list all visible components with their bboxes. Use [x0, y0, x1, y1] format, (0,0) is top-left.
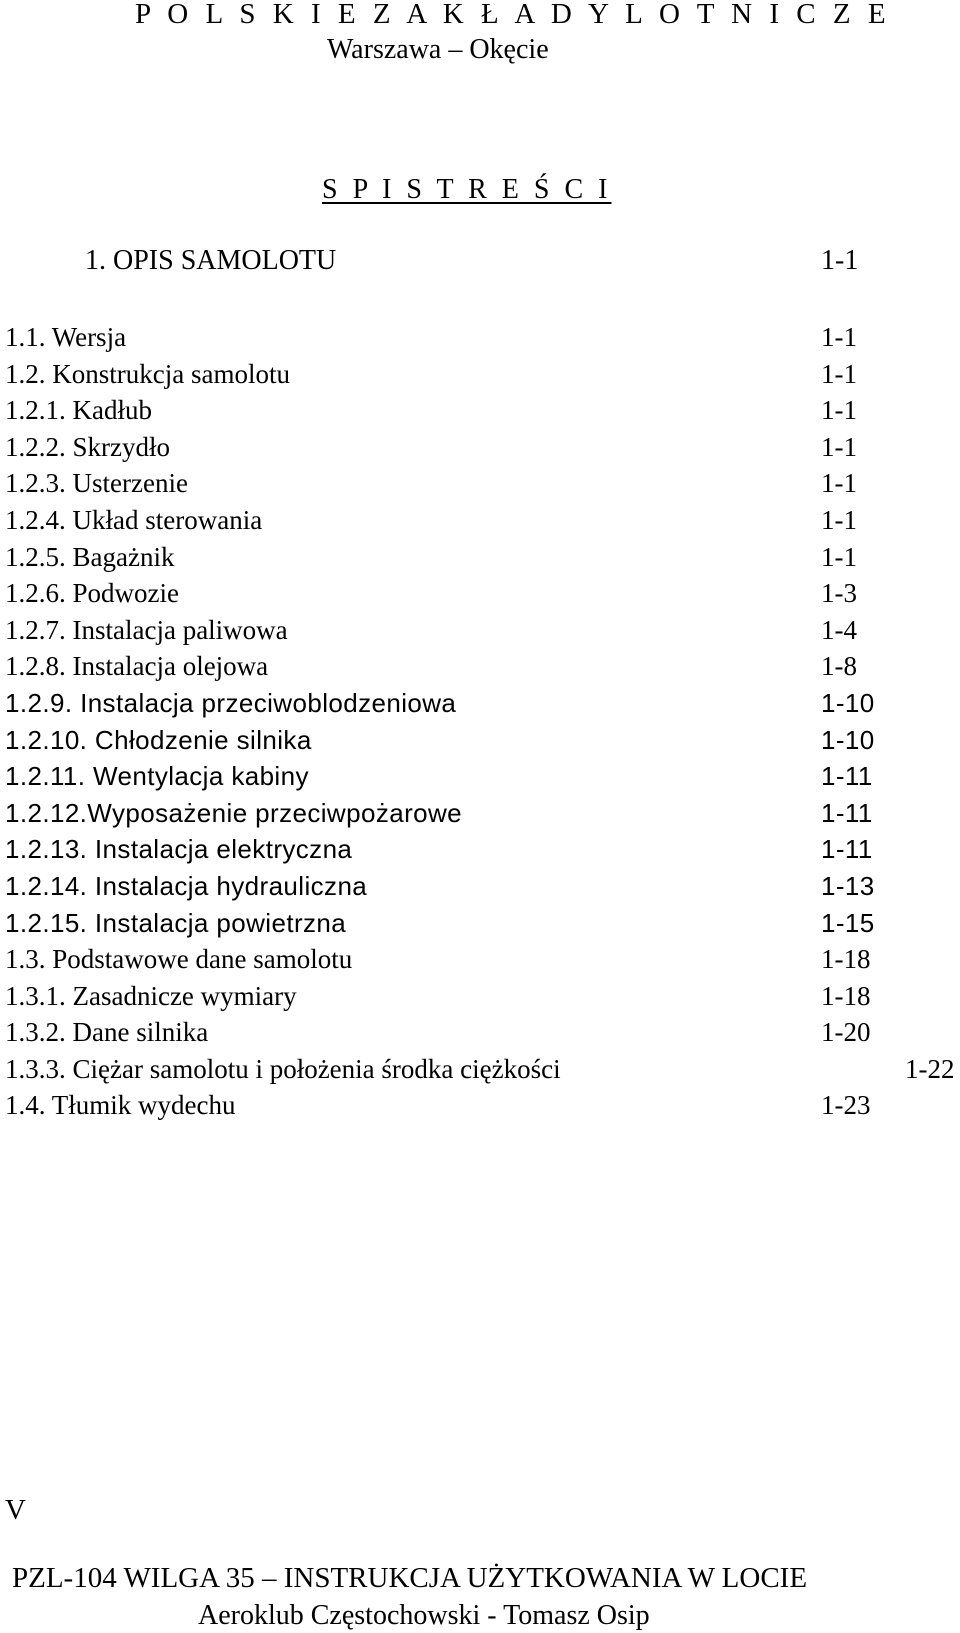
toc-entry-label: 1.2.13. Instalacja elektryczna [5, 834, 353, 865]
toc-entry-label: 1.2.2. Skrzydło [5, 431, 170, 462]
toc-entry-label: 1.2.6. Podwozie [5, 578, 179, 609]
toc-entry-page: 1-20 [821, 1017, 871, 1048]
toc-entry [0, 359, 960, 396]
toc-entry-page: 1-1 [821, 395, 857, 426]
toc-entry-page: 1-10 [821, 687, 875, 718]
toc-entry-page: 1-18 [821, 980, 871, 1011]
toc-entry-label: 1.2.7. Instalacja paliwowa [5, 614, 288, 645]
toc-entry-label: 1.2.11. Wentylacja kabiny [5, 761, 309, 792]
toc-entry [0, 798, 960, 835]
toc-entry-label: 1.3.1. Zasadnicze wymiary [5, 980, 297, 1011]
toc-entry-label: 1.3. Podstawowe dane samolotu [5, 944, 353, 975]
toc-entry-label: 1.3.3. Ciężar samolotu i położenia środka ciężkości [5, 1053, 561, 1084]
toc-entry-page: 1-11 [821, 834, 873, 865]
toc-entry-label: 1.2.5. Bagażnik [5, 541, 175, 572]
toc-entry-label: 1.2.8. Instalacja olejowa [5, 651, 269, 682]
toc-entry-page: 1-10 [821, 724, 875, 755]
chapter-heading: 1. OPIS SAMOLOTU [85, 245, 337, 276]
toc-entry-page: 1-23 [821, 1090, 871, 1121]
page-number: V [5, 1494, 26, 1526]
toc-entry [0, 395, 960, 432]
toc-entry [0, 688, 960, 725]
toc-entry [0, 468, 960, 505]
toc-entry-label: 1.4. Tłumik wydechu [5, 1090, 236, 1121]
toc-entry-label: 1.2. Konstrukcja samolotu [5, 358, 290, 389]
toc-entry [0, 1017, 960, 1054]
toc-entry-page: 1-1 [821, 431, 857, 462]
toc-entry [0, 615, 960, 652]
toc-title: S P I S T R E Ś C I [322, 174, 612, 205]
toc-entry-page: 1-1 [821, 504, 857, 535]
toc-entry-label: 1.2.15. Instalacja powietrzna [5, 907, 347, 938]
toc-entry-page: 1-8 [821, 651, 857, 682]
toc-list [0, 322, 960, 1127]
toc-entry-label: 1.2.3. Usterzenie [5, 468, 188, 499]
toc-entry-page: 1-1 [821, 358, 857, 389]
footer-author: Aeroklub Częstochowski - Tomasz Osip [198, 1600, 650, 1631]
toc-entry-page: 1-1 [821, 468, 857, 499]
chapter-page-number: 1-1 [821, 245, 859, 276]
toc-entry-page: 1-11 [821, 797, 873, 828]
toc-entry [0, 981, 960, 1018]
company-city: Warszawa – Okęcie [327, 34, 549, 65]
toc-entry [0, 1054, 960, 1091]
toc-entry-page: 1-1 [821, 322, 857, 352]
toc-entry-page: 1-11 [821, 761, 873, 792]
toc-entry-label: 1.2.10. Chłodzenie silnika [5, 724, 312, 755]
toc-entry [0, 1090, 960, 1127]
toc-entry-page: 1-3 [821, 578, 857, 609]
company-name: P O L S K I E Z A K Ł A D Y L O T N I C Z E [135, 0, 891, 30]
toc-entry-page: 1-1 [821, 541, 857, 572]
toc-entry [0, 944, 960, 981]
toc-entry [0, 578, 960, 615]
toc-entry [0, 542, 960, 579]
toc-entry [0, 651, 960, 688]
toc-entry-label: 1.2.1. Kadłub [5, 395, 152, 426]
toc-entry [0, 834, 960, 871]
footer-title: PZL-104 WILGA 35 – INSTRUKCJA UŻYTKOWANIA W LOCIE [12, 1562, 808, 1594]
toc-entry-label: 1.2.9. Instalacja przeciwoblodzeniowa [5, 687, 457, 718]
toc-entry-label: 1.1. Wersja [5, 322, 127, 352]
toc-entry-page: 1-22 [905, 1053, 955, 1084]
toc-entry-page: 1-18 [821, 944, 871, 975]
toc-entry-label: 1.3.2. Dane silnika [5, 1017, 209, 1048]
toc-entry-label: 1.2.4. Układ sterowania [5, 504, 263, 535]
toc-entry-page: 1-4 [821, 614, 857, 645]
toc-entry [0, 322, 960, 359]
toc-entry [0, 761, 960, 798]
toc-entry [0, 871, 960, 908]
toc-entry-page: 1-15 [821, 907, 875, 938]
toc-entry [0, 505, 960, 542]
toc-entry [0, 908, 960, 945]
toc-entry-label: 1.2.14. Instalacja hydrauliczna [5, 870, 368, 901]
toc-entry [0, 725, 960, 762]
toc-entry-page: 1-13 [821, 870, 875, 901]
toc-entry-label: 1.2.12.Wyposażenie przeciwpożarowe [5, 797, 463, 828]
toc-entry [0, 432, 960, 469]
